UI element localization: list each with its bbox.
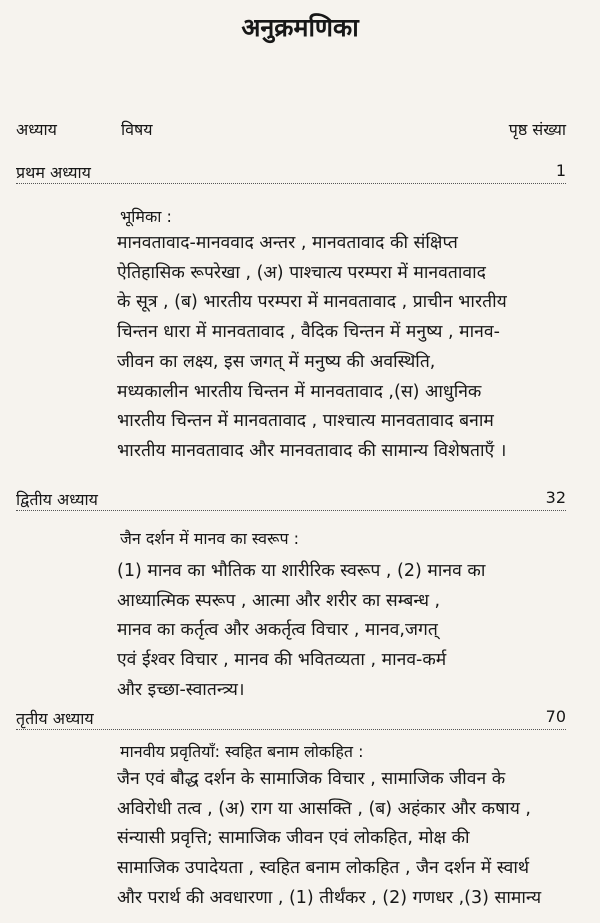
chapter-page-number: 70	[545, 707, 566, 726]
chapter-heading: भूमिका :	[120, 207, 172, 226]
dotted-rule	[16, 510, 566, 511]
chapter-heading: जैन दर्शन में मानव का स्वरूप :	[120, 529, 300, 548]
column-header-subject: विषय	[121, 120, 153, 139]
dotted-rule	[16, 729, 566, 730]
chapter-contents: जैन एवं बौद्ध दर्शन के सामाजिक विचार , सामाजिक जीवन के अविरोधी तत्व , (अ) राग या आसक्ति , (ब) अहंकार और कषाय , संन्यासी प्रवृत्ति; सामाजिक जीवन एवं लोकहित, मोक्ष की सामाजिक उपादेयता , स्वहित बनाम लोकहित , जैन दर्शन में स्वार्थ और परार्थ की अवधारणा , (1) तीर्थंकर , (2) गणधर ,(3) सामान्य	[117, 769, 542, 908]
chapter-name: द्वितीय अध्याय	[16, 490, 98, 509]
dotted-rule	[16, 183, 566, 184]
column-header-chapter: अध्याय	[16, 120, 57, 139]
page-title: अनुक्रमणिका	[241, 13, 359, 42]
chapter-name: तृतीय अध्याय	[16, 709, 94, 728]
chapter-page-number: 32	[545, 488, 566, 507]
chapter-page-number: 1	[555, 161, 566, 180]
chapter-name: प्रथम अध्याय	[16, 163, 91, 182]
chapter-heading: मानवीय प्रवृतियाँ: स्वहित बनाम लोकहित :	[120, 742, 364, 761]
chapter-contents: मानवतावाद-मानववाद अन्तर , मानवतावाद की संक्षिप्त ऐतिहासिक रूपरेखा , (अ) पाश्चात्य परम्परा में मानवतावाद के सूत्र , (ब) भारतीय परम्परा में मानवतावाद , प्राचीन भारतीय चिन्तन धारा में मानवतावाद , वैदिक चिन्तन में मनुष्य , मानव- जीवन का लक्ष्य, इस जगत् में मनुष्य की अवस्थिति, मध्यकालीन भारतीय चिन्तन में मानवतावाद ,(स) आधुनिक भारतीय चिन्तन में मानवतावाद , पाश्चात्य मानवतावाद बनाम भारतीय मानवतावाद और मानवतावाद की सामान्य विशेषताएँ ।	[117, 233, 507, 461]
chapter-contents: (1) मानव का भौतिक या शारीरिक स्वरूप , (2) मानव का आध्यात्मिक स्परूप , आत्मा और शरीर का सम्बन्ध , मानव का कर्तृत्व और अकर्तृत्व विचार , मानव,जगत् एवं ईश्वर विचार , मानव की भवितव्यता , मानव-कर्म और इच्छा-स्वातन्त्र्य।	[117, 561, 486, 700]
column-header-page: पृष्ठ संख्या	[508, 120, 566, 139]
